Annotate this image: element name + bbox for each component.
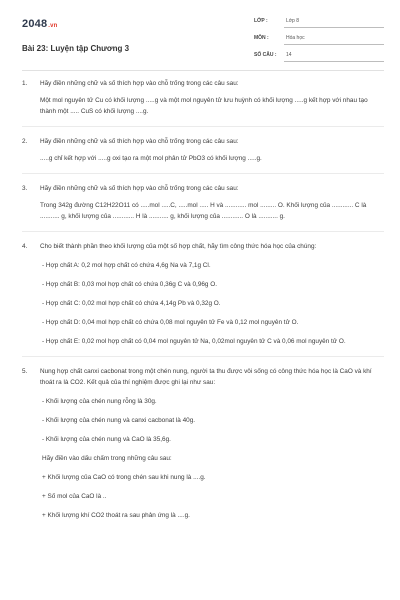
question-item: - Khối lượng của chén nung rỗng là 30g. [42,398,157,405]
question-1 [22,78,384,117]
meta-value: Lớp 8 [284,18,384,28]
question-divider [22,126,384,127]
question-stem: Nung hợp chất canxi cacbonat trong một chén nung, người ta thu được vôi sống có công thức hóa học là CaO và khí thoát ra là CO2. Kết quả của thí nghiệm được ghi lại như sau: [40,368,372,386]
brand-suffix: .vn [48,23,58,29]
meta-row-subject [254,31,384,48]
question-3 [22,183,384,222]
question-divider [22,173,384,174]
question-text: .....g chỉ kết hợp với .....g oxi tạo ra một mol phân tử PbO3 có khối lượng .....g. [40,155,262,162]
question-item: + Khối lượng của CaO có trong chén sau khi nung là ....g. [42,474,206,481]
question-item: - Khối lượng của chén nung và canxi cacbonat là 40g. [42,417,196,424]
question-number: 4. [22,243,28,250]
question-stem: Hãy điền những chữ và số thích hợp vào chỗ trống trong các câu sau: [40,138,239,145]
meta-label: LỚP : [254,18,268,24]
meta-row-class [254,14,384,31]
meta-row-count [254,48,384,65]
question-stem: Hãy điền những chữ và số thích hợp vào chỗ trống trong các câu sau: [40,185,239,192]
question-2 [22,136,384,164]
question-item: - Hợp chất A: 0,2 mol hợp chất có chứa 4,6g Na và 7,1g Cl. [42,262,211,269]
question-number: 3. [22,185,28,192]
question-5 [22,366,384,521]
question-item: + Khối lượng khí CO2 thoát ra sau phản ứng là ....g. [42,512,190,519]
question-item: - Hợp chất D: 0,04 mol hợp chất có chứa 0,08 mol nguyên tử Fe và 0,12 mol nguyên tử O. [42,319,299,326]
meta-value: Hóa học [284,35,384,45]
meta-label: SỐ CÂU : [254,52,277,58]
header-divider [22,70,384,71]
question-item: - Khối lượng của chén nung và CaO là 35,6g. [42,436,171,443]
question-item: - Hợp chất B: 0,03 mol hợp chất có chứa 0,36g C và 0,96g O. [42,281,218,288]
question-stem: Cho biết thành phần theo khối lượng của một số hợp chất, hãy tìm công thức hóa học của chúng: [40,243,317,250]
question-item: - Hợp chất E: 0,02 mol hợp chất có 0,04 mol nguyên tử Na, 0,02mol nguyên tử C và 0,06 mol nguyên tử O. [42,338,346,345]
question-text: Một mol nguyên tử Cu có khối lượng .....g và một mol nguyên tử lưu huỳnh có khối lượng .....g kết hợp với nhau tạo thành một ..... CuS có khối lượng ....g. [40,97,368,115]
question-divider [22,231,384,232]
question-item: Hãy điền vào dấu chấm trong những câu sau: [42,455,172,462]
question-number: 2. [22,138,28,145]
meta-value: 14 [284,52,384,62]
question-number: 1. [22,80,28,87]
question-stem: Hãy điền những chữ và số thích hợp vào chỗ trống trong các câu sau: [40,80,239,87]
question-text: Trong 342g đường C12H22O11 có .....mol .....C, .....mol ..... H và ............ mol ......... O. Khối lượng của ............ C là ........... g, khối lượng của ............ H là ........... g, khối lượng của ............ O là ........... g. [40,202,367,220]
brand-number: 2048 [22,18,48,30]
question-item: - Hợp chất C: 0,02 mol hợp chất có chứa 4,14g Pb và 0,32g O. [42,300,221,307]
lesson-title: Bài 23: Luyện tập Chương 3 [22,44,130,53]
meta-label: MÔN : [254,35,269,41]
question-item: + Số mol của CaO là .. [42,493,107,500]
meta-info [254,14,384,65]
question-divider [22,356,384,357]
brand-logo[interactable] [22,18,58,30]
question-list [22,78,384,521]
question-number: 5. [22,368,28,375]
worksheet-header [22,12,384,62]
question-4 [22,241,384,347]
